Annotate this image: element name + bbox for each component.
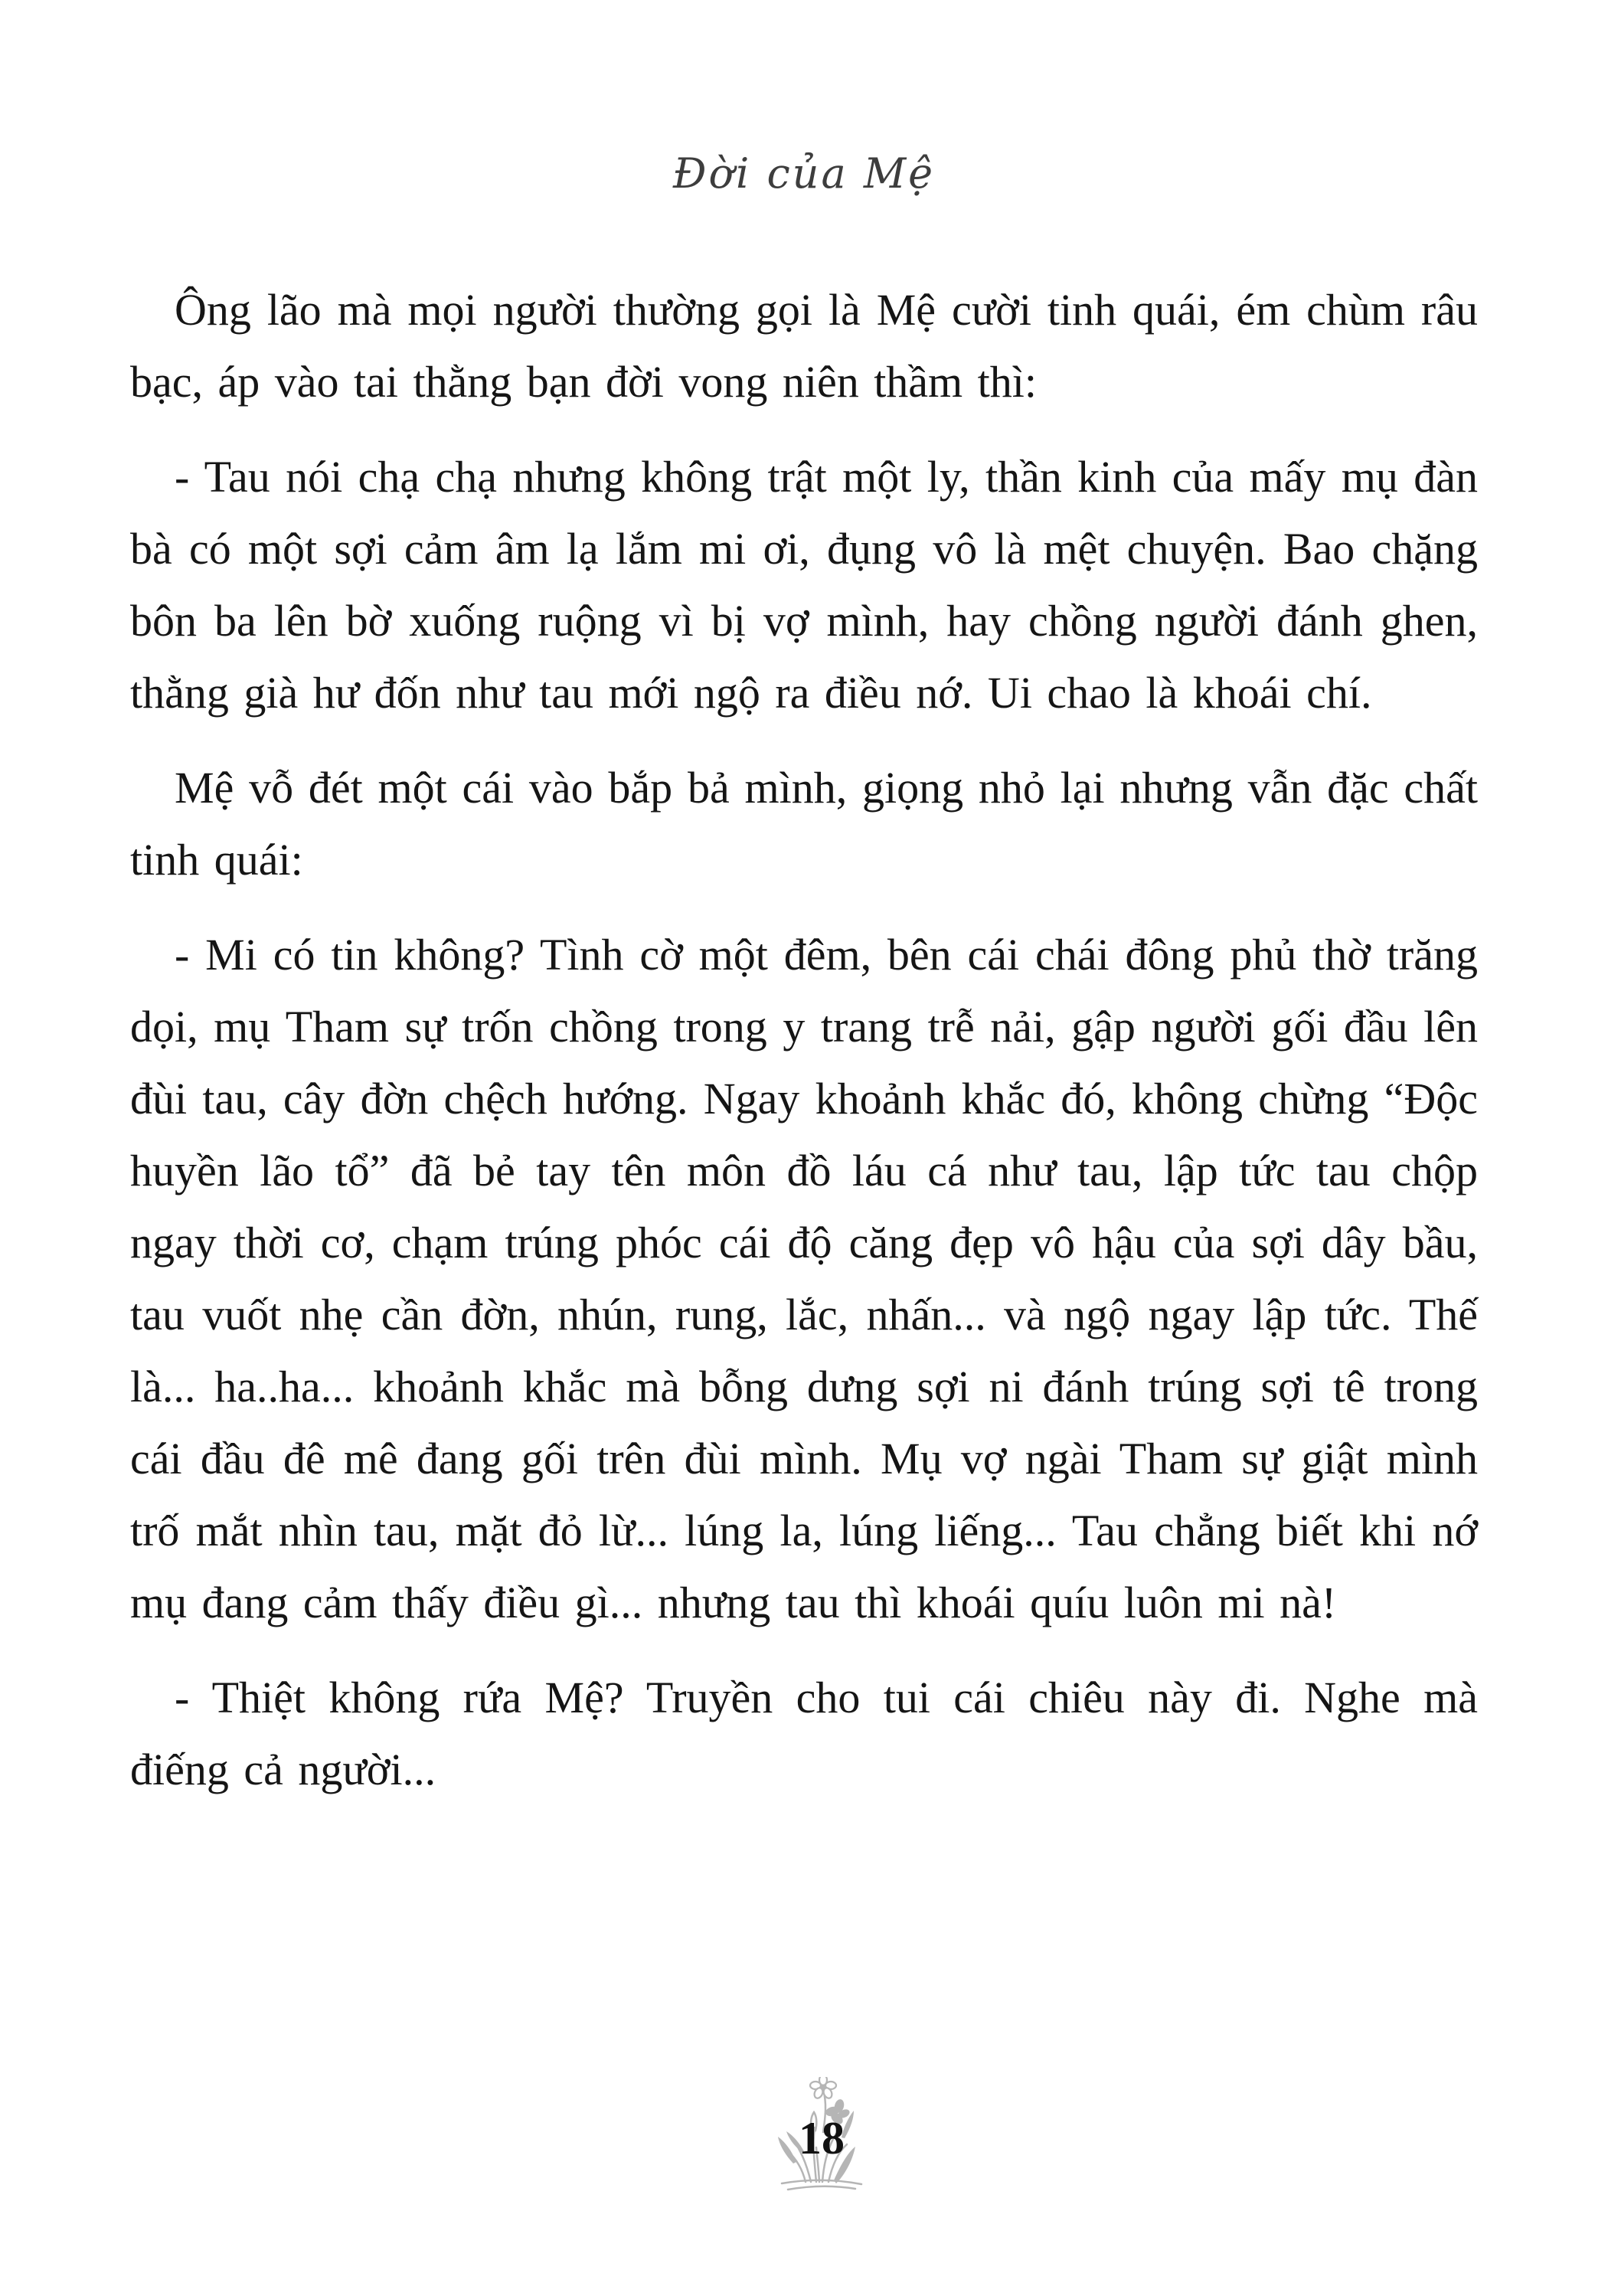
chapter-running-head: Đời của Mệ xyxy=(672,149,936,198)
page-body-text xyxy=(130,274,1478,1829)
page-footer xyxy=(768,2077,875,2192)
paragraph: - Mi có tin không? Tình cờ một đêm, bên cái chái đông phủ thờ trăng dọi, mụ Tham sự trốn chồng trong y trang trễ nải, gập người gối đầu lên đùi tau, cây đờn chệch hướng. Ngay khoảnh khắc đó, không chừng “Độc huyền lão tổ” đã bẻ tay tên môn đồ láu cá như tau, lập tức tau chộp ngay thời cơ, chạm trúng phóc cái độ căng đẹp vô hậu của sợi dây bầu, tau vuốt nhẹ cần đờn, nhún, rung, lắc, nhấn... và ngộ ngay lập tức. Thế là... ha..ha... khoảnh khắc mà bỗng dưng sợi ni đánh trúng sợi tê trong cái đầu đê mê đang gối trên đùi mình. Mụ vợ ngài Tham sự giật mình trố mắt nhìn tau, mặt đỏ lừ... lúng la, lúng liếng... Tau chẳng biết khi nớ mụ đang cảm thấy điều gì... nhưng tau thì khoái quíu luôn mi nà! xyxy=(130,930,1478,1627)
paragraph: - Tau nói chạ chạ nhưng không trật một ly, thần kinh của mấy mụ đàn bà có một sợi cảm âm lạ lắm mi ơi, đụng vô là mệt chuyện. Bao chặng bôn ba lên bờ xuống ruộng vì bị vợ mình, hay chồng người đánh ghen, thằng già hư đốn như tau mới ngộ ra điều nớ. Ui chao là khoái chí. xyxy=(130,452,1478,718)
paragraph: Ông lão mà mọi người thường gọi là Mệ cười tinh quái, ém chùm râu bạc, áp vào tai thằng bạn đời vong niên thầm thì: xyxy=(130,285,1478,407)
paragraph: - Thiệt không rứa Mệ? Truyền cho tui cái chiêu này đi. Nghe mà điếng cả người... xyxy=(130,1673,1478,1794)
paragraph: Mệ vỗ đét một cái vào bắp bả mình, giọng nhỏ lại nhưng vẫn đặc chất tinh quái: xyxy=(130,763,1478,885)
page-number: 18 xyxy=(799,2113,845,2164)
